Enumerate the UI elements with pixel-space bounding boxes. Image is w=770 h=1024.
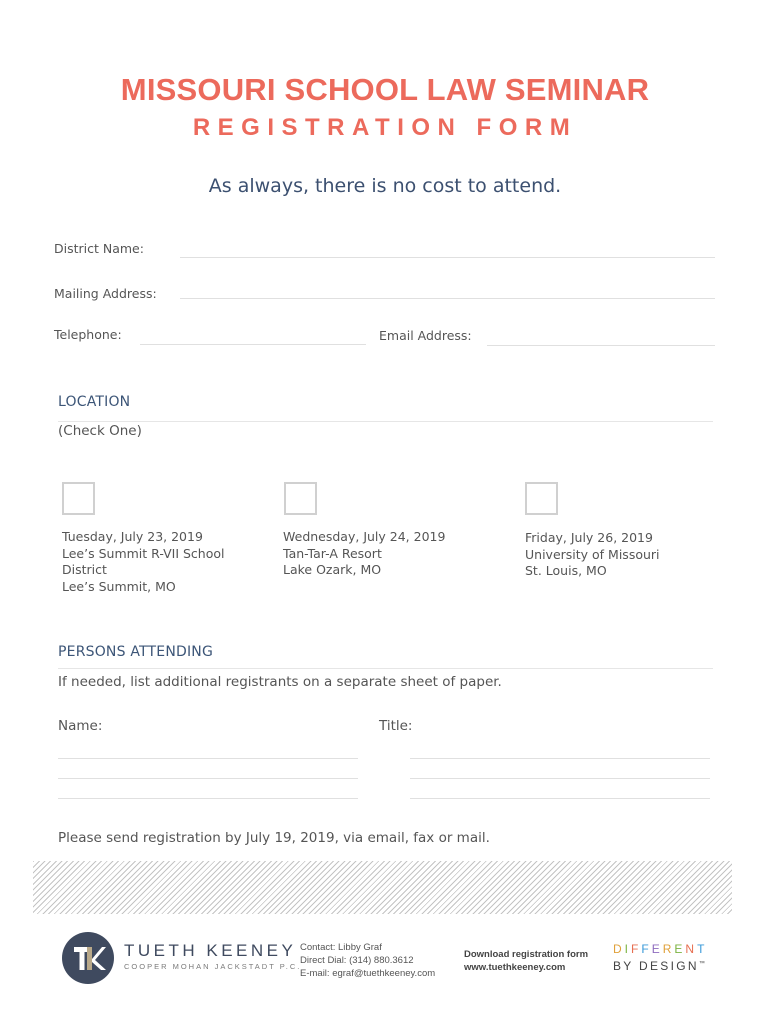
brand-letter: T [697,942,708,956]
download-block [464,948,588,974]
contact-phone: Direct Dial: (314) 880.3612 [300,955,414,966]
firm-name: TUETH KEENEY [124,941,297,960]
location-city: St. Louis, MO [525,563,607,578]
location-date: Friday, July 26, 2019 [525,530,653,545]
persons-note: If needed, list additional registrants on a separate sheet of paper. [58,674,502,690]
send-registration-note: Please send registration by July 19, 2019, via email, fax or mail. [58,830,490,846]
telephone-field[interactable] [140,344,366,345]
location-heading: LOCATION [58,394,131,410]
location-checkbox-st-louis[interactable] [525,482,558,515]
location-note: (Check One) [58,423,142,439]
title-column-label: Title: [379,718,413,734]
location-option-lees-summit [62,529,225,595]
form-subtitle: REGISTRATION FORM [192,114,578,141]
different-by-design-logo [613,942,707,956]
brand-letter: F [641,942,652,956]
trademark-symbol: ™ [698,961,705,967]
footer [48,922,738,994]
location-divider [58,421,713,422]
location-date: Tuesday, July 23, 2019 [62,529,203,544]
registrant-title-field[interactable] [410,798,710,799]
location-venue: Lee’s Summit R-VII School [62,545,225,561]
brand-letter: D [613,942,625,956]
contact-block [300,941,435,980]
firm-logo-icon [62,932,114,984]
email-address-label: Email Address: [379,328,472,343]
email-address-field[interactable] [487,345,715,346]
registrant-name-field[interactable] [58,798,358,799]
location-city: Lee’s Summit, MO [62,578,176,594]
registrant-title-field[interactable] [410,778,710,779]
download-link[interactable]: www.tuethkeeney.com [464,962,566,973]
firm-subname: COOPER MOHAN JACKSTADT P.C. [124,962,302,971]
location-checkbox-lees-summit[interactable] [62,482,95,515]
mailing-address-label: Mailing Address: [54,286,157,301]
contact-name: Contact: Libby Graf [300,942,382,953]
contact-email[interactable]: E-mail: egraf@tuethkeeney.com [300,968,436,979]
location-venue: District [62,562,107,577]
brand-letter: N [685,942,698,956]
by-design-label: BY DESIGN [613,959,699,973]
brand-letter: E [651,942,663,956]
registrant-name-field[interactable] [58,778,358,779]
brand-letter: R [662,942,675,956]
brand-letter: E [674,942,686,956]
hatched-band [33,861,732,914]
location-date: Wednesday, July 24, 2019 [283,529,446,544]
tagline: As always, there is no cost to attend. [208,175,562,197]
download-label: Download registration form [464,949,589,960]
registrant-title-field[interactable] [410,758,710,759]
by-design-text [613,959,705,973]
location-option-lake-ozark [283,529,445,579]
name-column-label: Name: [58,718,103,734]
mailing-address-field[interactable] [180,298,715,299]
persons-divider [58,668,713,669]
district-name-field[interactable] [180,257,715,258]
location-venue: University of Missouri [525,546,660,562]
brand-letter: I [624,942,632,956]
district-name-label: District Name: [54,241,144,256]
location-checkbox-lake-ozark[interactable] [284,482,317,515]
brand-letter: F [631,942,642,956]
location-venue: Tan-Tar-A Resort [283,545,382,561]
location-option-st-louis [525,530,660,580]
persons-heading: PERSONS ATTENDING [58,644,214,660]
registrant-name-field[interactable] [58,758,358,759]
location-city: Lake Ozark, MO [283,562,382,577]
telephone-label: Telephone: [54,327,122,342]
form-title: MISSOURI SCHOOL LAW SEMINAR [120,72,650,107]
